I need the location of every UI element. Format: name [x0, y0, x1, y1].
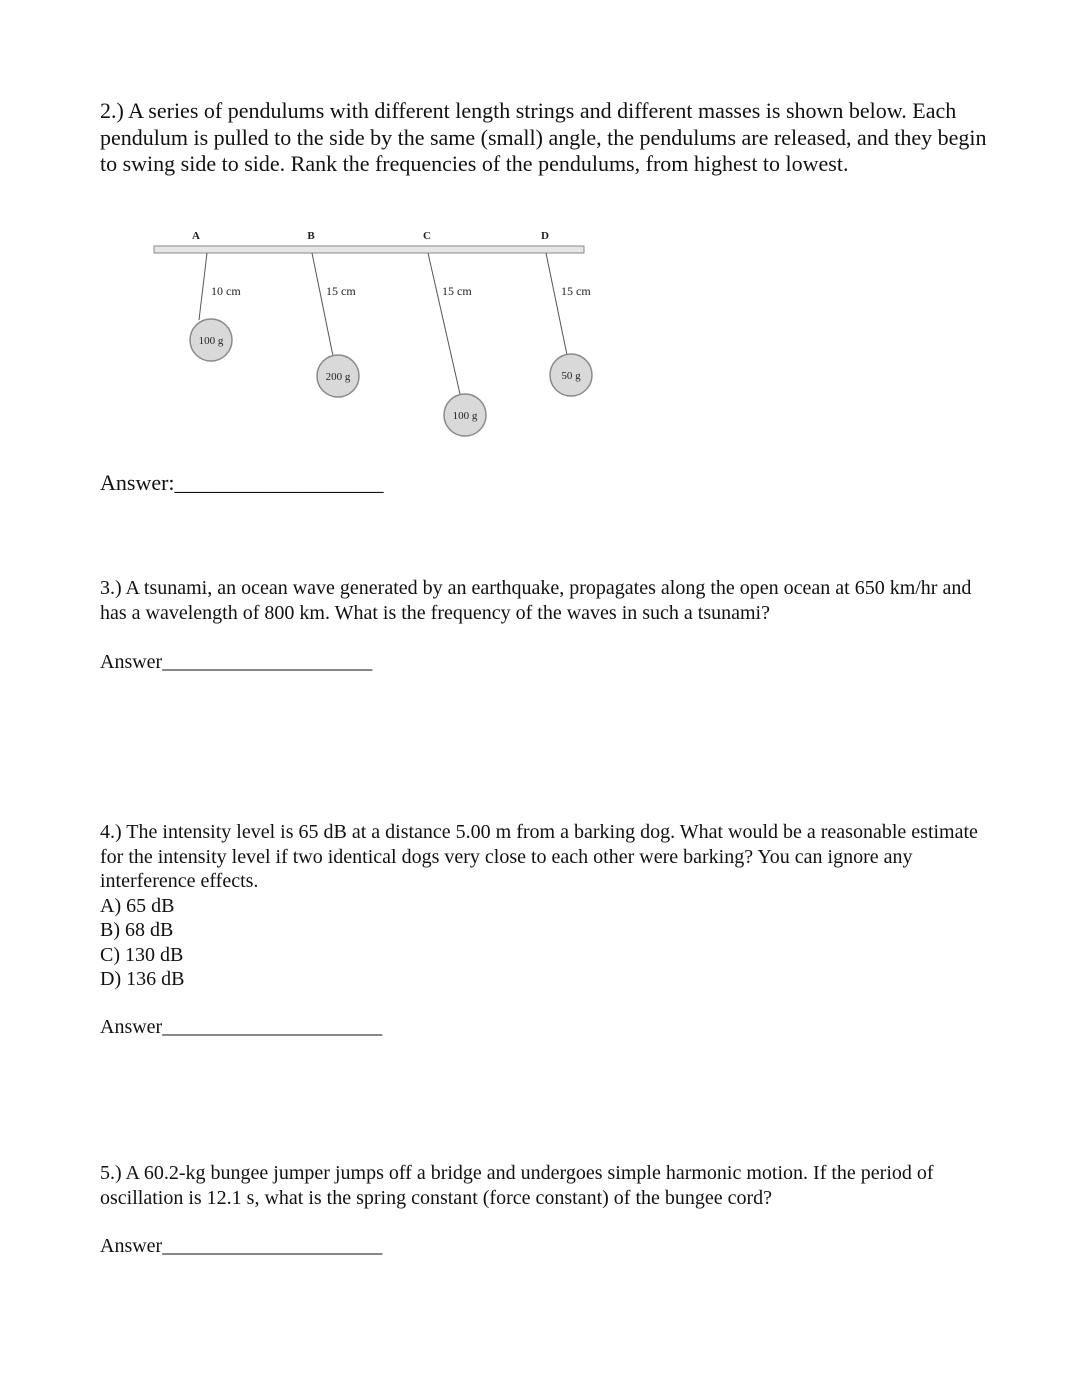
pendulum-d-string: [546, 253, 567, 355]
pendulum-d-letter: D: [541, 230, 549, 242]
pendulum-a-mass: 100 g: [198, 335, 224, 347]
question-4-answer-line[interactable]: Answer______________________: [100, 1016, 383, 1038]
question-4-options: [100, 894, 980, 992]
question-2-text: 2.) A series of pendulums with different length strings and different masses is shown below. Each pendulum is pulled to the side by the same (small) angle, the pendulums are released, and they begin to swing side to side. Rank the frequencies of the pendulums, from highest to lowest.: [100, 98, 987, 176]
pendulum-c-length: 15 cm: [442, 284, 472, 298]
pendulum-diagram: [145, 222, 595, 442]
pendulum-a-letter: A: [192, 230, 200, 242]
question-4-text: 4.) The intensity level is 65 dB at a distance 5.00 m from a barking dog. What would be a reasonable estimate for the intensity level if two identical dogs very close to each other were barking? You can ignore any interference effects.: [100, 821, 978, 892]
pendulum-b-length: 15 cm: [326, 284, 356, 298]
pendulum-b-mass: 200 g: [325, 371, 351, 383]
pendulum-c-string: [428, 253, 460, 394]
pendulum-d-mass: 50 g: [561, 370, 581, 382]
option-d[interactable]: D) 136 dB: [100, 968, 185, 990]
pendulum-d-length: 15 cm: [561, 284, 591, 298]
question-2-answer-line[interactable]: Answer:___________________: [100, 470, 384, 495]
question-3-answer-line[interactable]: Answer_____________________: [100, 651, 373, 673]
pendulum-b-string: [312, 253, 333, 356]
question-5-answer-line[interactable]: Answer______________________: [100, 1235, 383, 1257]
option-c[interactable]: C) 130 dB: [100, 943, 184, 966]
pendulum-c-letter: C: [423, 230, 431, 242]
pendulum-figure: [145, 222, 595, 442]
pendulum-a-string: [199, 253, 207, 320]
option-b[interactable]: B) 68 dB: [100, 919, 174, 941]
pendulum-a-length: 10 cm: [211, 284, 241, 298]
pendulum-b-letter: B: [307, 230, 315, 242]
question-3-text: 3.) A tsunami, an ocean wave generated by an earthquake, propagates along the open ocean at 650 km/hr and has a wavelength of 800 km. What is the frequency of the waves in such a tsunami?: [100, 577, 972, 624]
option-a[interactable]: A) 65 dB: [100, 894, 175, 917]
support-bar: [154, 246, 584, 253]
pendulum-c-mass: 100 g: [452, 410, 478, 422]
question-5-text: 5.) A 60.2-kg bungee jumper jumps off a bridge and undergoes simple harmonic motion. If the period of oscillation is 12.1 s, what is the spring constant (force constant) of the bungee cord?: [100, 1162, 934, 1209]
question-4: [100, 820, 980, 992]
